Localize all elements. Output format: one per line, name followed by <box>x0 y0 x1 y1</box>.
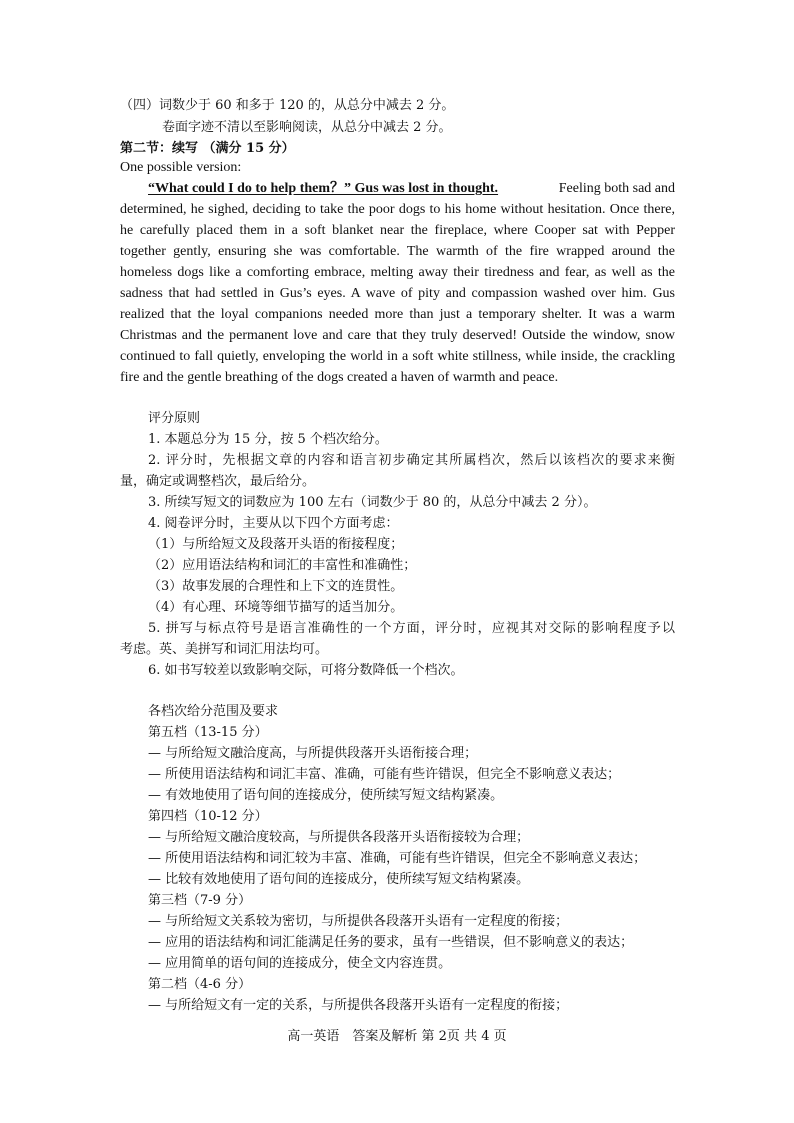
essay-line-1: Feeling both sad and <box>558 181 675 196</box>
principle-4-1: （1）与所给短文及段落开头语的衔接程度； <box>148 537 404 552</box>
principles-title: 评分原则 <box>148 411 201 426</box>
essay-line-7: realized that the loyal companions needed more than just a temporary shelter. It was a warm <box>120 307 675 322</box>
page-footer: 高一英语 答案及解析 第 2页 共 4 页 <box>287 1029 507 1044</box>
version-label: One possible version: <box>120 160 242 175</box>
level-3-heading: 第三档（7-9 分） <box>148 893 252 908</box>
principle-4: 4. 阅卷评分时，主要从以下四个方面考虑： <box>148 516 399 531</box>
level-5-item-3: — 有效地使用了语句间的连接成分，使所续写短文结构紧凑。 <box>148 788 504 803</box>
level-4-item-2: — 所使用语法结构和词汇较为丰富、准确，可能有些许错误，但完全不影响意义表达； <box>148 851 647 866</box>
essay-line-6: sadness that had settled in Gus’s eyes. A wave of pity and compassion washed over him. Gus <box>120 286 675 301</box>
essay-line-3: he carefully placed them in a soft blanket near the fireplace, where Cooper sat with Pepper <box>120 223 675 238</box>
deduction-handwriting: 卷面字迹不清以至影响阅读，从总分中减去 2 分。 <box>162 120 452 135</box>
principle-4-2: （2）应用语法结构和词汇的丰富性和准确性； <box>148 558 417 573</box>
levels-title: 各档次给分范围及要求 <box>148 704 279 719</box>
deduction-word-count: （四）词数少于 60 和多于 120 的，从总分中减去 2 分。 <box>120 98 455 113</box>
level-5-heading: 第五档（13-15 分） <box>148 725 268 740</box>
essay-line-8: Christmas and the permanent love and care that they truly deserved! Outside the window, snow <box>120 328 675 343</box>
essay-first-line <box>148 179 675 199</box>
essay-line-9: continued to fall quietly, enveloping the world in a soft white stillness, while inside, the crackling <box>120 349 675 364</box>
principle-5: 5. 拼写与标点符号是语言准确性的一个方面，评分时，应视其对交际的影响程度予以 <box>148 621 675 636</box>
section-title: 第二节：续写 （满分 15 分） <box>120 141 295 156</box>
level-3-item-2: — 应用的语法结构和词汇能满足任务的要求，虽有一些错误，但不影响意义的表达； <box>148 935 634 950</box>
essay-line-5: homeless dogs like a comforting embrace, melting away their tiredness and fear, as well as the <box>120 265 675 280</box>
principle-6: 6. 如书写较差以致影响交际，可将分数降低一个档次。 <box>148 663 464 678</box>
essay-line-10: fire and the gentle breathing of the dogs created a haven of warmth and peace. <box>120 370 559 385</box>
level-2-item-1: — 与所给短文有一定的关系，与所提供各段落开头语有一定程度的衔接； <box>148 998 569 1013</box>
level-3-item-3: — 应用简单的语句间的连接成分，使全文内容连贯。 <box>148 956 452 971</box>
essay-line-4: together gently, ensuring she was comfortable. The warmth of the fire wrapped around the <box>120 244 675 259</box>
principle-2-cont: 量，确定或调整档次，最后给分。 <box>120 474 316 489</box>
level-4-item-3: — 比较有效地使用了语句间的连接成分，使所续写短文结构紧凑。 <box>148 872 530 887</box>
principle-1: 1. 本题总分为 15 分，按 5 个档次给分。 <box>148 432 388 447</box>
level-5-item-1: — 与所给短文融洽度高，与所提供段落开头语衔接合理； <box>148 746 478 761</box>
level-4-heading: 第四档（10-12 分） <box>148 809 268 824</box>
principle-4-3: （3）故事发展的合理性和上下文的连贯性。 <box>148 579 404 594</box>
level-4-item-1: — 与所给短文融洽度较高，与所提供各段落开头语衔接较为合理； <box>148 830 530 845</box>
principle-2: 2. 评分时，先根据文章的内容和语言初步确定其所属档次，然后以该档次的要求来衡 <box>148 453 675 468</box>
level-5-item-2: — 所使用语法结构和词汇丰富、准确，可能有些许错误，但完全不影响意义表达； <box>148 767 621 782</box>
principle-3: 3. 所续写短文的词数应为 100 左右（词数少于 80 的，从总分中减去 2 分）。 <box>148 495 597 510</box>
level-2-heading: 第二档（4-6 分） <box>148 977 252 992</box>
principle-4-4: （4）有心理、环境等细节描写的适当加分。 <box>148 600 404 615</box>
essay-opening-sentence: “What could I do to help them？” Gus was lost in thought. <box>148 181 499 196</box>
principle-5-cont: 考虑。英、美拼写和词汇用法均可。 <box>120 642 329 657</box>
essay-line-2: determined, he sighed, deciding to take the poor dogs to his home without hesitation. Once there, <box>120 202 675 217</box>
level-3-item-1: — 与所给短文关系较为密切，与所提供各段落开头语有一定程度的衔接； <box>148 914 569 929</box>
